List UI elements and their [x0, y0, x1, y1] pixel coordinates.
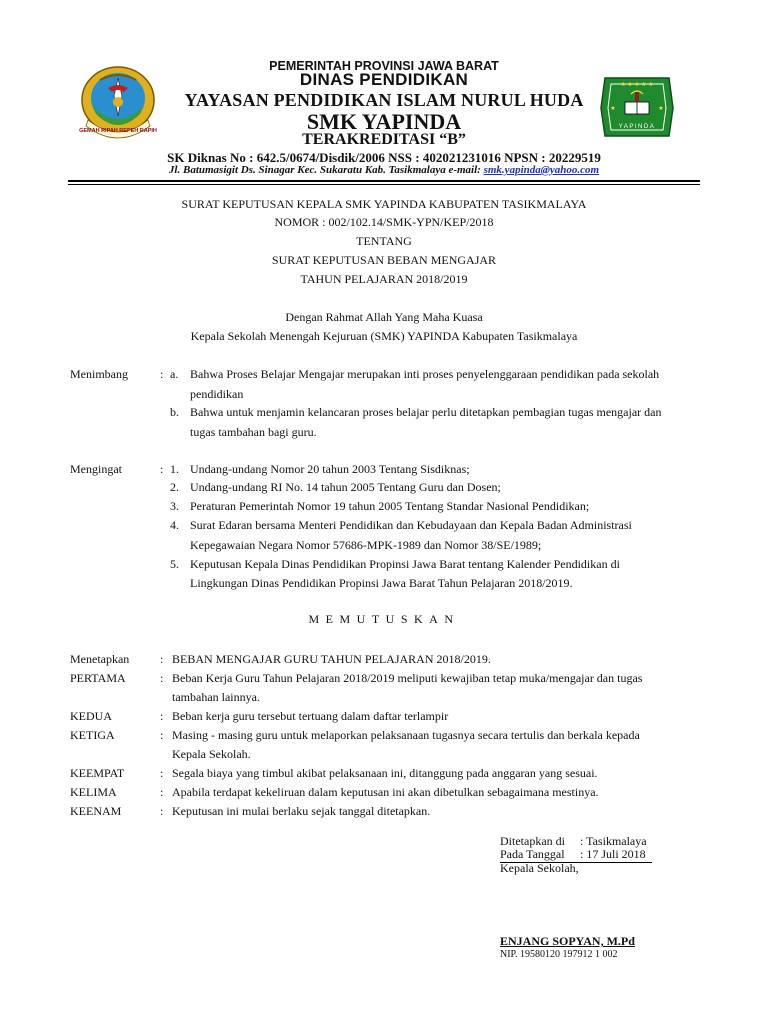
mengingat-marker: 3.	[170, 499, 179, 513]
intro-principal: Kepala Sekolah Menengah Kejuruan (SMK) YAPINDA Kabupaten Tasikmalaya	[190, 329, 578, 343]
decree-year: TAHUN PELAJARAN 2018/2019	[300, 272, 468, 286]
menimbang-item-text: tugas tambahan bagi guru.	[190, 425, 317, 439]
decision-label: KETIGA	[70, 728, 115, 742]
decision-label: KEEMPAT	[70, 766, 125, 780]
mengingat-marker: 2.	[170, 480, 179, 494]
decision-label: Menetapkan	[70, 652, 130, 666]
mengingat-item-text: Peraturan Pemerintah Nomor 19 tahun 2005 Tentang Standar Nasional Pendidikan;	[190, 499, 590, 513]
foundation-line: YAYASAN PENDIDIKAN ISLAM NURUL HUDA	[184, 90, 584, 110]
date-label: Pada Tanggal	[500, 847, 565, 861]
mengingat-item-text: Keputusan Kepala Dinas Pendidikan Propinsi Jawa Barat tentang Kalender Pendidikan di	[190, 557, 620, 571]
decision-colon: :	[160, 785, 164, 799]
school-name: SMK YAPINDA	[306, 109, 462, 134]
mengingat-item-text: Surat Edaran bersama Menteri Pendidikan dan Kebudayaan dan Kepala Badan Administrasi	[190, 518, 632, 532]
decision-text: Kepala Sekolah.	[172, 747, 251, 761]
decision-text: tambahan lainnya.	[172, 690, 260, 704]
decree-title: SURAT KEPUTUSAN KEPALA SMK YAPINDA KABUPATEN TASIKMALAYA	[181, 197, 587, 211]
left-logo-text: GEMAH RIPAH REPEH RAPIH	[79, 128, 157, 134]
decision-text: Apabila terdapat kekeliruan dalam keputusan ini akan dibetulkan sebagaimana mestinya.	[172, 785, 599, 799]
mengingat-colon: :	[160, 462, 164, 476]
decision-colon: :	[160, 804, 164, 818]
decision-text: BEBAN MENGAJAR GURU TAHUN PELAJARAN 2018/2019.	[172, 652, 491, 666]
menimbang-label: Menimbang	[70, 367, 128, 381]
menimbang-item-text: pendidikan	[190, 387, 244, 401]
header-rule-thin	[68, 184, 700, 185]
decision-colon: :	[160, 709, 164, 723]
svg-text:★: ★	[658, 106, 664, 112]
decision-label: PERTAMA	[70, 671, 126, 685]
mengingat-item-text: Kepegawaian Negara Nomor 57686-MPK-1989 dan Nomor 38/SE/1989;	[190, 538, 542, 552]
signer-role: Kepala Sekolah,	[500, 861, 579, 875]
decision-label: KEENAM	[70, 804, 122, 818]
registration-line: SK Diknas No : 642.5/0674/Disdik/2006 NSS : 402021231016 NPSN : 20229519	[167, 150, 601, 165]
decree-number: NOMOR : 002/102.14/SMK-YPN/KEP/2018	[274, 215, 494, 229]
decision-label: KELIMA	[70, 785, 117, 799]
place-label: Ditetapkan di	[500, 834, 565, 848]
email-link[interactable]: smk.yapinda@yahoo.com	[483, 164, 600, 176]
svg-text:★ ★ ★ ★ ★: ★ ★ ★ ★ ★	[620, 82, 654, 88]
decision-colon: :	[160, 652, 164, 666]
decision-text: Masing - masing guru untuk melaporkan pelaksanaan tugasnya secara tertulis dan berkala kepada	[172, 728, 640, 742]
decision-label: KEDUA	[70, 709, 112, 723]
menimbang-item-text: Bahwa untuk menjamin kelancaran proses belajar perlu ditetapkan pembagian tugas mengajar dan	[190, 405, 662, 419]
decree-subject: SURAT KEPUTUSAN BEBAN MENGAJAR	[271, 253, 497, 267]
mengingat-marker: 5.	[170, 557, 179, 571]
decision-colon: :	[160, 671, 164, 685]
address-text: Jl. Batumasigit Ds. Sinagar Kec. Sukaratu Kab. Tasikmalaya e-mail:	[168, 164, 481, 176]
memutuskan-heading: MEMUTUSKAN	[308, 612, 460, 626]
menimbang-marker: b.	[170, 405, 179, 419]
decision-colon: :	[160, 728, 164, 742]
decision-text: Beban Kerja Guru Tahun Pelajaran 2018/2019 meliputi kewajiban tetap muka/mengajar dan tugas	[172, 671, 643, 685]
intro-blessing: Dengan Rahmat Allah Yang Maha Kuasa	[285, 310, 483, 324]
decree-about: TENTANG	[356, 234, 412, 248]
decision-colon: :	[160, 766, 164, 780]
decision-text: Keputusan ini mulai berlaku sejak tanggal ditetapkan.	[172, 804, 431, 818]
mengingat-marker: 4.	[170, 518, 179, 532]
mengingat-marker: 1.	[170, 462, 179, 476]
place-value: : Tasikmalaya	[580, 834, 647, 848]
mengingat-item-text: Lingkungan Dinas Pendidikan Propinsi Jawa Barat Tahun Pelajaran 2018/2019.	[190, 576, 573, 590]
decision-text: Segala biaya yang timbul akibat pelaksanaan ini, ditanggung pada anggaran yang sesuai.	[172, 766, 598, 780]
signer-name: ENJANG SOPYAN, M.Pd	[500, 934, 635, 948]
svg-text:★: ★	[610, 106, 616, 112]
mengingat-item-text: Undang-undang RI No. 14 tahun 2005 Tentang Guru dan Dosen;	[190, 480, 501, 494]
header-rule-thick	[68, 180, 700, 182]
accreditation-line: TERAKREDITASI “B”	[302, 131, 466, 148]
mengingat-item-text: Undang-undang Nomor 20 tahun 2003 Tentang Sisdiknas;	[190, 462, 470, 476]
menimbang-item-text: Bahwa Proses Belajar Mengajar merupakan inti proses penyelenggaraan pendidikan pada sekolah	[190, 367, 660, 381]
signer-nip: NIP. 19580120 197912 1 002	[500, 949, 618, 960]
menimbang-colon: :	[160, 367, 164, 381]
department-line: DINAS PENDIDIKAN	[299, 70, 469, 89]
decision-text: Beban kerja guru tersebut tertuang dalam daftar terlampir	[172, 709, 449, 723]
menimbang-marker: a.	[170, 367, 179, 381]
right-logo-text: YAPINDA	[618, 124, 656, 130]
address-line	[0, 164, 768, 176]
mengingat-label: Mengingat	[70, 462, 122, 476]
date-value: : 17 Juli 2018	[580, 847, 646, 861]
province-line: PEMERINTAH PROVINSI JAWA BARAT	[269, 59, 499, 73]
